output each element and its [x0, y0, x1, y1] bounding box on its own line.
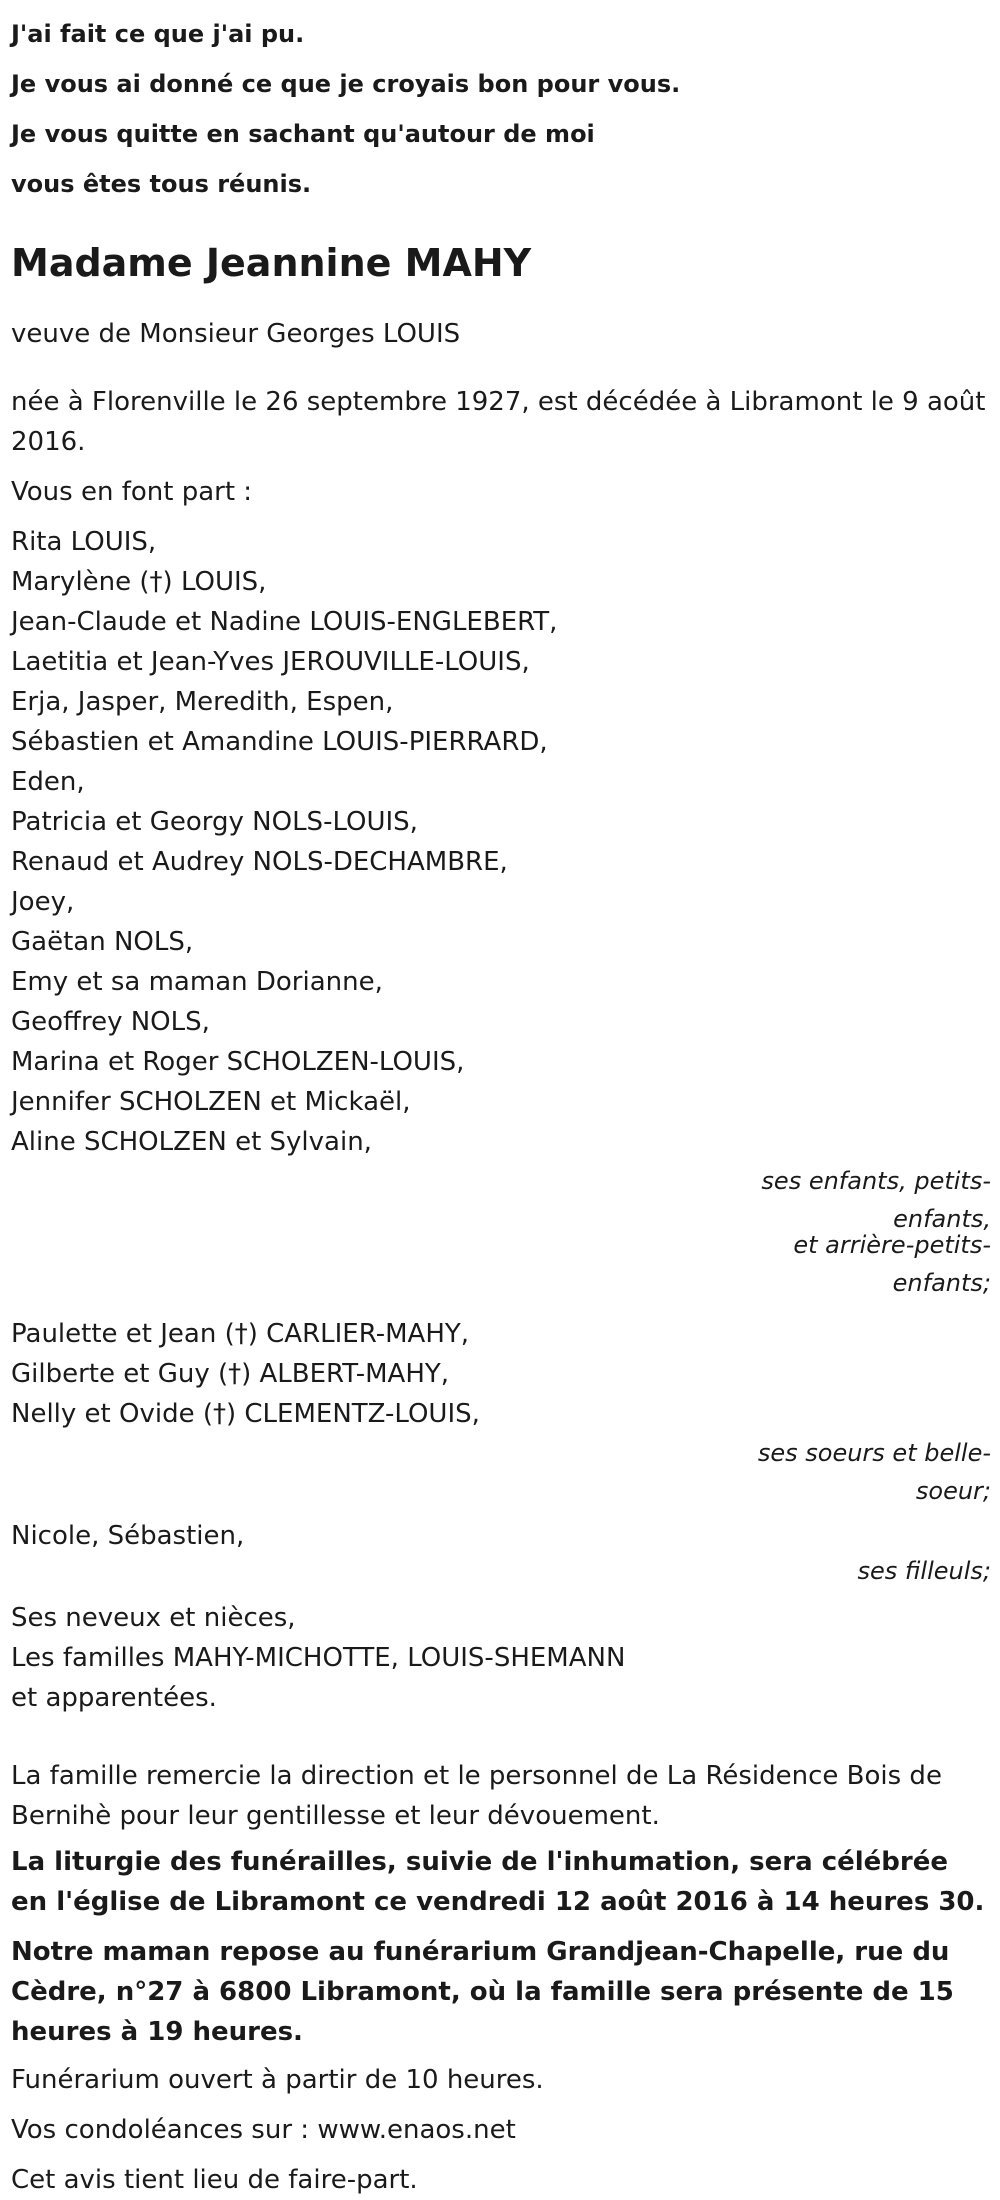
list-item: Ses neveux et nièces,: [11, 1603, 296, 1633]
list-item: Rita LOUIS,: [11, 527, 157, 557]
list-item: Laetitia et Jean-Yves JEROUVILLE-LOUIS,: [11, 647, 530, 677]
list-item: Joey,: [11, 887, 75, 917]
list-item: Jennifer SCHOLZEN et Mickaël,: [11, 1087, 411, 1117]
page-title: Madame Jeannine MAHY: [11, 241, 532, 285]
obituary-notice: [11, 0, 991, 2200]
children-list: [11, 522, 991, 1162]
others-list: [11, 1598, 991, 1718]
opening-hours: Funérarium ouvert à partir de 10 heures.: [11, 2065, 544, 2095]
thanks: La famille remercie la direction et le personnel de La Résidence Bois de Bernihè pour leur gentillesse et leur dévouement.: [11, 1761, 942, 1831]
poem-line-3: Je vous quitte en sachant qu'autour de moi: [11, 120, 595, 148]
children-role-2: et arrière-petits-enfants;: [793, 1231, 991, 1297]
funeral-home: Notre maman repose au funérarium Grandjean-Chapelle, rue du Cèdre, n°27 à 6800 Libramont, où la famille sera présente de 15 heures à 19 heures.: [11, 1937, 954, 2047]
list-item: et apparentées.: [11, 1683, 217, 1713]
children-role-1: ses enfants, petits-enfants,: [761, 1167, 991, 1233]
poem-line-1: J'ai fait ce que j'ai pu.: [11, 20, 305, 48]
list-item: Gilberte et Guy (†) ALBERT-MAHY,: [11, 1359, 450, 1389]
list-item: Nelly et Ovide (†) CLEMENTZ-LOUIS,: [11, 1399, 480, 1429]
liturgy: La liturgie des funérailles, suivie de l'inhumation, sera célébrée en l'église de Libramont ce vendredi 12 août 2016 à 14 heures 30.: [11, 1847, 985, 1917]
poem: [11, 9, 991, 209]
list-item: Sébastien et Amandine LOUIS-PIERRARD,: [11, 727, 548, 757]
notice: Cet avis tient lieu de faire-part.: [11, 2165, 418, 2195]
poem-line-4: vous êtes tous réunis.: [11, 170, 312, 198]
list-item: Eden,: [11, 767, 85, 797]
condolences: Vos condoléances sur : www.enaos.net: [11, 2115, 516, 2145]
list-item: Patricia et Georgy NOLS-LOUIS,: [11, 807, 418, 837]
list-item: Erja, Jasper, Meredith, Espen,: [11, 687, 394, 717]
list-item: Geoffrey NOLS,: [11, 1007, 210, 1037]
siblings-list: [11, 1314, 991, 1434]
list-item: Paulette et Jean (†) CARLIER-MAHY,: [11, 1319, 470, 1349]
list-item: Jean-Claude et Nadine LOUIS-ENGLEBERT,: [11, 607, 558, 637]
siblings-role: ses soeurs et belle-soeur;: [757, 1439, 991, 1505]
poem-line-2: Je vous ai donné ce que je croyais bon pour vous.: [11, 70, 681, 98]
list-item: Renaud et Audrey NOLS-DECHAMBRE,: [11, 847, 508, 877]
widow-line: veuve de Monsieur Georges LOUIS: [11, 319, 461, 349]
list-item: Marylène (†) LOUIS,: [11, 567, 267, 597]
godchildren-role: ses filleuls;: [857, 1557, 991, 1585]
intro: Vous en font part :: [11, 477, 253, 507]
list-item: Emy et sa maman Dorianne,: [11, 967, 383, 997]
list-item: Aline SCHOLZEN et Sylvain,: [11, 1127, 372, 1157]
godchildren: Nicole, Sébastien,: [11, 1521, 245, 1551]
list-item: Marina et Roger SCHOLZEN-LOUIS,: [11, 1047, 465, 1077]
birth-death: née à Florenville le 26 septembre 1927, est décédée à Libramont le 9 août 2016.: [11, 387, 986, 457]
list-item: Les familles MAHY-MICHOTTE, LOUIS-SHEMANN: [11, 1643, 626, 1673]
list-item: Gaëtan NOLS,: [11, 927, 194, 957]
